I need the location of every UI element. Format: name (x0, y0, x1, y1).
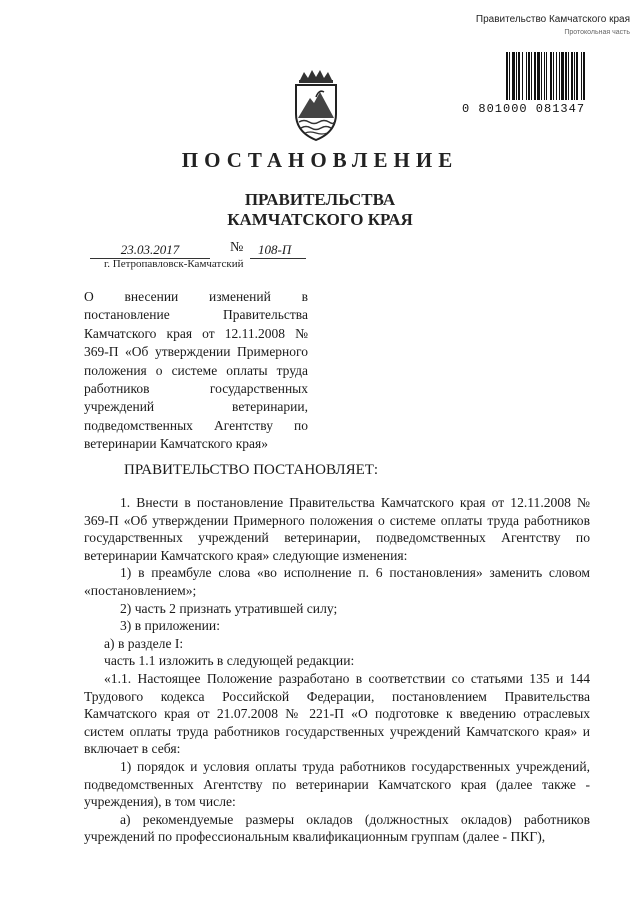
issuer-line-1: ПРАВИТЕЛЬСТВА (244, 190, 396, 209)
paragraph-6: часть 1.1 изложить в следующей редакции: (104, 653, 355, 669)
registration-stamp (440, 14, 630, 37)
resolves-heading: ПРАВИТЕЛЬСТВО ПОСТАНОВЛЯЕТ: (124, 462, 379, 478)
paragraph-8: 1) порядок и условия оплаты труда работников государственных учреждений, подведомственных Агентству по ветеринарии Камчатского края (далее также - учреждения), в том числе: (84, 758, 590, 810)
document-subject: О внесении изменений в постановление Правительства Камчатского края от 12.11.2008 № 369-П «Об утверждении Примерного положения о системе оплаты труда работников государственных учреждений ветеринарии, подведомственных Агентству по ветеринарии Камчатского края» (84, 289, 308, 452)
barcode-number: 0 801000 081347 (462, 102, 586, 116)
stamp-organization: Правительство Камчатского края (475, 14, 630, 25)
document-city: г. Петропавловск-Камчатский (104, 258, 244, 270)
paragraph-9: а) рекомендуемые размеры окладов (должностных окладов) работников учреждений по профессиональным квалификационным группам (далее - ПКГ), (84, 811, 590, 845)
issuer-line-2: КАМЧАТСКОГО КРАЯ (227, 210, 413, 229)
issuer-title (0, 190, 640, 230)
barcode-icon (506, 52, 630, 100)
document-date: 23.03.2017 (120, 242, 180, 257)
document-type-title: ПОСТАНОВЛЕНИЕ (181, 148, 459, 172)
document-body (84, 494, 590, 846)
paragraph-4: 3) в приложении: (120, 618, 220, 634)
paragraph-7: «1.1. Настоящее Положение разработано в соответствии со статьями 135 и 144 Трудового кодекса Российской Федерации, постановлением Правительства Камчатского края от 21.07.2008 № 221-П «О подготовке к введению отраслевых систем оплаты труда работников государственных учреждений Камчатского края» и включает в себя: (84, 670, 590, 757)
paragraph-3: 2) часть 2 признать утратившей силу; (120, 600, 338, 616)
number-underline (250, 258, 306, 259)
stamp-note: Протокольная часть (564, 29, 630, 36)
number-sign: № (230, 240, 244, 255)
barcode (462, 52, 632, 116)
kamchatka-emblem-icon (286, 70, 346, 144)
document-number: 108-П (258, 242, 292, 257)
paragraph-1: 1. Внести в постановление Правительства Камчатского края от 12.11.2008 № 369-П «Об утверждении Примерного положения о системе оплаты труда работников государственных учреждений ветеринарии, подведомственных Агентству по ветеринарии Камчатского края» следующие изменения: (84, 495, 590, 563)
paragraph-2: 1) в преамбуле слова «во исполнение п. 6 постановления» заменить словом «постановлением»; (84, 565, 590, 598)
paragraph-5: а) в разделе I: (104, 635, 184, 651)
